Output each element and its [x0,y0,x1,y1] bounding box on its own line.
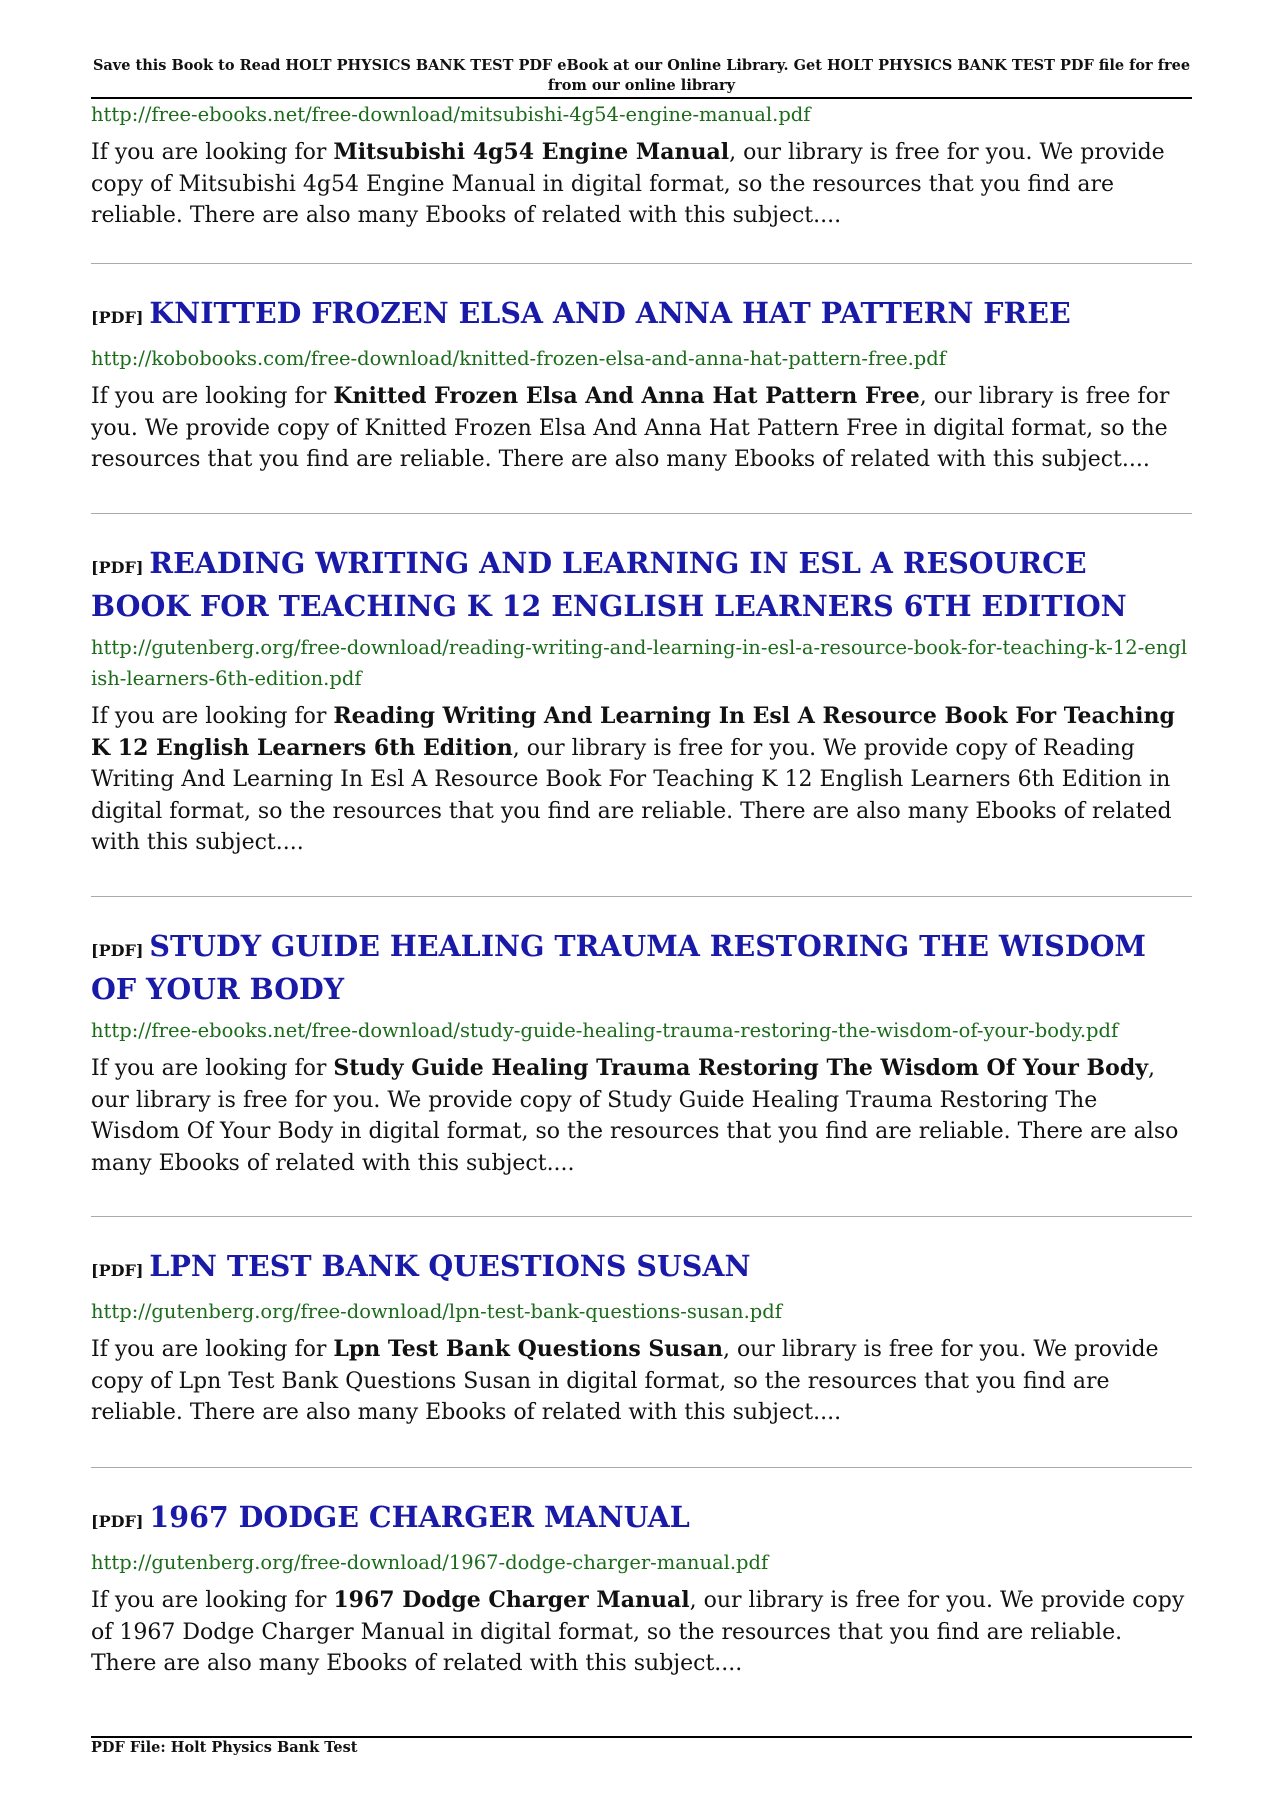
entry-2 [91,513,1192,859]
entry-title[interactable] [91,544,1192,626]
desc-post: , our library is free for you. We provide copy of Mitsubishi 4g54 Engine Manual in digital format, so the resources that you find are reliable. There are also many Ebooks of related with this subject.... [91,140,1165,228]
desc-bold: Study Guide Healing Trauma Restoring The Wisdom Of Your Body [333,1055,1148,1081]
divider [91,1467,1192,1468]
desc-pre: If you are looking for [91,1337,334,1362]
entry-first [91,99,1192,232]
entry-description [91,381,1192,476]
entry-description [91,1334,1192,1429]
desc-bold: Reading Writing And Learning In Esl A Resource Book For Teaching K 12 English Learners 6th Edition [91,703,1175,761]
entry-title[interactable] [91,1498,1192,1541]
divider [91,896,1192,897]
entry-description [91,1585,1192,1680]
entry-title-text: 1967 DODGE CHARGER MANUAL [149,1500,690,1534]
entry-1 [91,263,1192,476]
entry-title-text: STUDY GUIDE HEALING TRAUMA RESTORING THE WISDOM OF YOUR BODY [91,929,1146,1006]
entry-link[interactable]: http://gutenberg.org/free-download/lpn-test-bank-questions-susan.pdf [91,1300,782,1323]
entry-title-text: LPN TEST BANK QUESTIONS SUSAN [149,1249,751,1283]
desc-bold: 1967 Dodge Charger Manual [333,1587,690,1613]
desc-post: , our library is free for you. We provide copy of Reading Writing And Learning In Esl A Resource Book For Teaching K 12 English Learners 6th Edition in digital format, so the resources that you find are reliable. There are also many Ebooks of related with this subject.... [91,735,1172,855]
entry-5 [91,1467,1192,1680]
entry-link[interactable]: http://gutenberg.org/free-download/reading-writing-and-learning-in-esl-a-resource-book-for-teaching-k-12-english-learners-6th-edition.pdf [91,636,1188,690]
entry-title-text: KNITTED FROZEN ELSA AND ANNA HAT PATTERN FREE [149,296,1071,330]
pdf-tag: [PDF] [91,1261,144,1280]
divider [91,1216,1192,1217]
desc-post: , our library is free for you. We provide copy of Knitted Frozen Elsa And Anna Hat Pattern Free in digital format, so the resources that you find are reliable. There are also many Ebooks of related with this subject.... [91,384,1170,472]
desc-bold: Lpn Test Bank Questions Susan [333,1336,723,1362]
pdf-tag: [PDF] [91,558,144,577]
desc-pre: If you are looking for [91,1056,334,1081]
entry-title[interactable] [91,294,1192,337]
desc-pre: If you are looking for [91,1588,334,1613]
entry-link[interactable]: http://gutenberg.org/free-download/1967-dodge-charger-manual.pdf [91,1551,769,1574]
desc-pre: If you are looking for [91,704,334,729]
entry-link[interactable]: http://free-ebooks.net/free-download/study-guide-healing-trauma-restoring-the-wisdom-of-your-body.pdf [91,1019,1119,1042]
entry-title[interactable] [91,927,1192,1009]
desc-pre: If you are looking for [91,384,334,409]
divider [91,263,1192,264]
desc-bold: Mitsubishi 4g54 Engine Manual [333,139,730,165]
divider [91,513,1192,514]
desc-post: , our library is free for you. We provide copy of 1967 Dodge Charger Manual in digital format, so the resources that you find are reliable. There are also many Ebooks of related with this subject.... [91,1588,1185,1676]
desc-post: , our library is free for you. We provide copy of Lpn Test Bank Questions Susan in digital format, so the resources that you find are reliable. There are also many Ebooks of related with this subject.... [91,1337,1159,1425]
page-header: Save this Book to Read HOLT PHYSICS BANK TEST PDF eBook at our Online Library. Get HOLT PHYSICS BANK TEST PDF file for free from our online library [92,57,1191,94]
entry-description [91,1053,1192,1179]
footer-divider [91,1736,1192,1738]
desc-pre: If you are looking for [91,140,334,165]
entry-3 [91,896,1192,1179]
entry-title[interactable] [91,1247,1192,1290]
entry-link[interactable]: http://kobobooks.com/free-download/knitted-frozen-elsa-and-anna-hat-pattern-free.pdf [91,347,946,370]
page-footer: PDF File: Holt Physics Bank Test [91,1739,358,1756]
desc-bold: Knitted Frozen Elsa And Anna Hat Pattern Free [333,383,920,409]
entry-description [91,137,1192,232]
entry-description [91,701,1192,859]
pdf-tag: [PDF] [91,1512,144,1531]
pdf-tag: [PDF] [91,308,144,327]
entry-title-text: READING WRITING AND LEARNING IN ESL A RESOURCE BOOK FOR TEACHING K 12 ENGLISH LEARNERS 6TH EDITION [91,546,1127,623]
entry-4 [91,1216,1192,1429]
pdf-tag: [PDF] [91,941,144,960]
desc-post: , our library is free for you. We provide copy of Study Guide Healing Trauma Restoring The Wisdom Of Your Body in digital format, so the resources that you find are reliable. There are also many Ebooks of related with this subject.... [91,1056,1179,1176]
entry-link[interactable]: http://free-ebooks.net/free-download/mitsubishi-4g54-engine-manual.pdf [91,103,811,126]
